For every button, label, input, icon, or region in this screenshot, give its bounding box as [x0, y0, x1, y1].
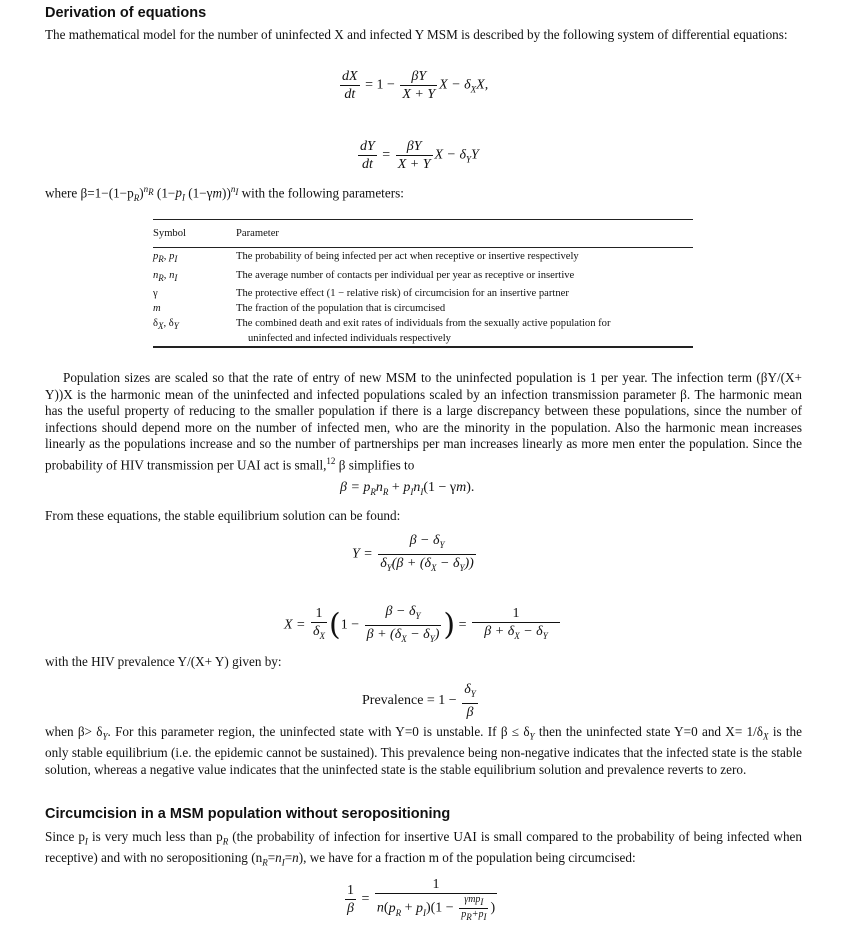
- symbol-cell: $p_R$, $p_I$: [153, 251, 178, 265]
- equation-x-equilibrium: X = $\frac{1}{\delta_X}$ (1 − $\frac{\beta - \delta_Y}{\beta + (\delta_X - \delta_Y)}$ ) = $\frac{1}{\beta + \delta_X - \delta_Y}$: [284, 603, 562, 648]
- section-heading-circumcision: Circumcision in a MSM population without seropositioning: [45, 806, 451, 822]
- parameter-cell: The fraction of the population that is circumcised: [236, 303, 446, 315]
- symbol-cell: $\delta_X$, $\delta_Y$: [153, 318, 179, 332]
- parameter-cell: The probability of being infected per act when receptive or insertive respectively: [236, 251, 579, 263]
- beta-definition-line: where $\beta=1-(1-p_R)^{n_R}$ ($1-p_I$ (1−γm))$^{n_I}$ with the following parameters:: [45, 184, 404, 204]
- equation-beta-circumcision: $\frac{1}{\beta}$ = 1 $n(p_R + p_I)(1$ − $\frac{\gamma mp_I}{p_R+p_I}$ ): [347, 877, 496, 922]
- table-row: [153, 286, 693, 301]
- equation-dydt: $\frac{dY}{dt}$ = $\frac{\beta Y}{X + Y}$ $X - \delta_YY$: [360, 139, 479, 172]
- section-heading-derivation: Derivation of equations: [45, 5, 207, 21]
- symbol-cell: $n_R$, $n_I$: [153, 269, 178, 283]
- table-header-row: [153, 222, 693, 243]
- parameter-table: [153, 222, 693, 347]
- parameter-column-header: Parameter: [236, 228, 279, 239]
- table-row: [153, 249, 693, 267]
- symbol-cell: m: [153, 303, 161, 315]
- equation-beta-simplified: $\beta = p_Rn_R + p_In_I(1 - \gamma m)$.: [340, 480, 475, 497]
- parameter-cell: The combined death and exit rates of individuals from the sexually active population for uninfected and infected individuals respectively: [236, 318, 611, 345]
- table-row: [153, 301, 693, 316]
- table-top-rule: [153, 219, 693, 220]
- symbol-column-header: Symbol: [153, 228, 186, 239]
- equation-y-equilibrium: Y = $\frac{\beta - \delta_Y}{\delta_Y(\beta + (\delta_X - \delta_Y))}$: [352, 533, 474, 573]
- prevalence-intro: with the HIV prevalence Y/(X+ Y) given by:: [45, 654, 282, 669]
- intro-paragraph: The mathematical model for the number of uninfected X and infected Y MSM is described by the following system of differential equations:: [45, 27, 788, 42]
- table-row: [153, 268, 693, 286]
- population-paragraph: Population sizes are scaled so that the rate of entry of new MSM to the uninfected population is 1 per year. The infection term (βY/(X+ Y))X is the harmonic mean of the uninfected and infected populations scaled by an infection transmission parameter β. The harmonic mean has the useful property of reducing to the smaller population if there is a large discrepancy between these populations, since the number of infections should depend more on the number of infected men, who are the minority in the population. Also the harmonic mean increases linearly as the populations increase and so the number of partnerships per man increases linearly as more men enter the population. Since the probability of HIV transmission per UAI act is small,$^{12}$ β simplifies to: [45, 370, 802, 473]
- symbol-cell: γ: [153, 287, 158, 299]
- stability-paragraph: when $\beta> \delta_Y$. For this parameter region, the uninfected state with Y=0 is unstable. If $\beta \le \delta_Y$ then the uninfected state Y=0 and $X= 1/\delta_X$ is the only stable equilibrium (i.e. the epidemic cannot be sustained). This prevalence being non-negative indicates that the infected state is the stable solution, whereas a negative value indicates that the uninfected state is the stable equilibrium solution and prevalence reverts to zero.: [45, 724, 803, 777]
- circumcision-paragraph: Since $p_I$ is very much less than $p_R$ (the probability of infection for insertive UAI is small compared to the probability of being infected when receptive) and with no seropositioning $(n_R=n_I=n)$, we have for a fraction m of the population being circumcised:: [45, 829, 802, 868]
- parameter-cell: The average number of contacts per individual per year as receptive or insertive: [236, 269, 575, 281]
- equation-prevalence: Prevalence = 1 − $\frac{\delta_Y}{\beta}$: [362, 682, 476, 720]
- parameter-cell: The protective effect (1 − relative risk) of circumcision for an insertive partner: [236, 287, 569, 299]
- table-row: [153, 316, 693, 346]
- equation-dxdt: $\frac{dX}{dt}$ = 1 − $\frac{\beta Y}{X + Y}$ $X - \delta_XX$,: [342, 69, 489, 102]
- equilibrium-intro: From these equations, the stable equilibrium solution can be found:: [45, 508, 401, 523]
